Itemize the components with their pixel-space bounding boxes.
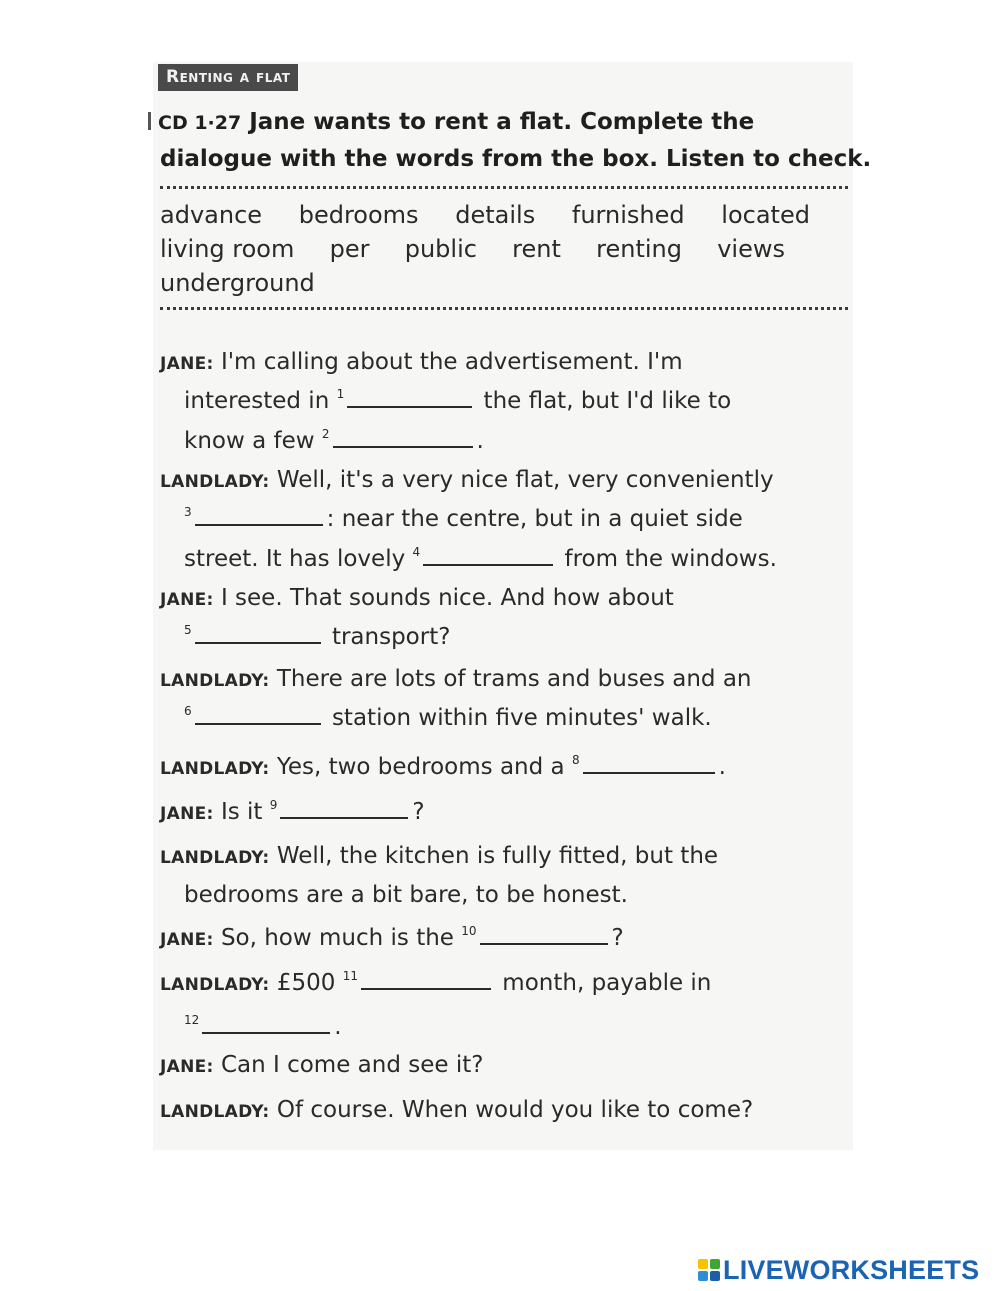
answer-gap-9[interactable] [280, 799, 408, 819]
dialogue-turn-5 [160, 749, 850, 789]
gap-number: 1 [336, 387, 345, 401]
speaker-label: JANE: [160, 590, 214, 610]
dialogue-text: So, how much is the [220, 925, 454, 951]
dialogue-turn-11 [160, 1092, 850, 1131]
cd-track-label: CD 1·27 [158, 112, 242, 134]
gap-number: 8 [571, 753, 580, 767]
dialogue-text: street. It has lovely [184, 546, 406, 572]
dialogue-text: I see. That sounds nice. And how about [220, 585, 674, 611]
dialogue-text: interested in [184, 388, 330, 414]
speaker-label: JANE: [160, 930, 214, 950]
speaker-label: JANE: [160, 1057, 214, 1077]
speaker-label: JANE: [160, 354, 214, 374]
dialogue-text: Is it [220, 799, 263, 825]
speaker-label: LANDLADY: [160, 671, 270, 691]
answer-gap-4[interactable] [423, 546, 553, 566]
answer-gap-8[interactable] [583, 754, 715, 774]
dialogue-turn-3 [160, 580, 850, 659]
answer-gap-11[interactable] [361, 970, 491, 990]
word-box-item: living room [160, 235, 295, 263]
word-box-item: furnished [571, 201, 685, 229]
dialogue-text: from the windows. [564, 546, 777, 572]
word-box-item: located [721, 201, 810, 229]
dialogue-turn-4 [160, 661, 850, 740]
word-box-item: advance [160, 201, 263, 229]
dialogue-text: £500 [276, 970, 336, 996]
dialogue-text: month, payable in [502, 970, 712, 996]
dialogue-turn-7 [160, 838, 850, 914]
word-box-item: bedrooms [298, 201, 419, 229]
word-box-top-divider [160, 186, 848, 189]
dialogue-text: There are lots of trams and buses and an [276, 666, 752, 692]
dialogue-text: Of course. When would you like to come? [276, 1097, 754, 1123]
gap-number: 3 [184, 505, 192, 519]
speaker-label: JANE: [160, 804, 214, 824]
dialogue-text: ? [611, 925, 624, 951]
dialogue-text: ? [412, 799, 425, 825]
dialogue-text: Well, the kitchen is fully fitted, but the [276, 843, 719, 869]
word-box-item: rent [512, 235, 561, 263]
dialogue-turn-9 [160, 965, 850, 1049]
dialogue-text: Can I come and see it? [220, 1052, 484, 1078]
speaker-label: LANDLADY: [160, 848, 270, 868]
dialogue-text: Well, it's a very nice flat, very conveniently [276, 467, 774, 493]
dialogue-text: the flat, but I'd like to [483, 388, 732, 414]
liveworksheets-logo [698, 1256, 979, 1284]
word-box-bottom-divider [160, 307, 848, 310]
dialogue-text: Yes, two bedrooms and a [276, 754, 565, 780]
word-box-item: views [717, 235, 785, 263]
answer-gap-10[interactable] [480, 925, 608, 945]
gap-number: 11 [342, 969, 358, 983]
answer-gap-6[interactable] [195, 705, 321, 725]
gap-number: 9 [269, 798, 278, 812]
dialogue-turn-6 [160, 794, 850, 834]
answer-gap-2[interactable] [333, 428, 473, 448]
audio-marker-icon [148, 112, 151, 130]
dialogue-text: : near the centre, but in a quiet side [326, 506, 743, 532]
speaker-label: LANDLADY: [160, 472, 270, 492]
dialogue-turn-10 [160, 1047, 850, 1086]
section-title: Renting a flat [158, 64, 298, 91]
speaker-label: LANDLADY: [160, 1102, 270, 1122]
gap-number: 12 [184, 1013, 200, 1027]
dialogue-text: . [476, 428, 484, 454]
gap-number: 6 [184, 704, 192, 718]
dialogue-text: know a few [184, 428, 315, 454]
dialogue-text: bedrooms are a bit bare, to be honest. [184, 882, 628, 908]
word-box [160, 198, 810, 300]
dialogue-turn-1 [160, 344, 850, 463]
dialogue-text: . [334, 1014, 342, 1040]
answer-gap-5[interactable] [195, 624, 321, 644]
word-box-item: details [455, 201, 536, 229]
logo-text: LIVEWORKSHEETS [723, 1254, 980, 1285]
instruction-line-1: Jane wants to rent a flat. Complete the [249, 109, 755, 135]
gap-number: 5 [184, 623, 192, 637]
dialogue-turn-8 [160, 920, 850, 960]
dialogue-text: . [718, 754, 726, 780]
word-box-item: public [404, 235, 477, 263]
dialogue-text: station within five minutes' walk. [331, 705, 712, 731]
gap-number: 10 [461, 924, 477, 938]
dialogue-text: transport? [331, 624, 451, 650]
liveworksheets-logo-icon [698, 1259, 720, 1281]
word-box-item: renting [596, 235, 682, 263]
dialogue-turn-2 [160, 462, 850, 581]
speaker-label: LANDLADY: [160, 975, 270, 995]
answer-gap-1[interactable] [347, 388, 472, 408]
speaker-label: LANDLADY: [160, 759, 270, 779]
gap-number: 4 [412, 545, 421, 559]
word-box-item: underground [160, 269, 315, 297]
gap-number: 2 [321, 427, 330, 441]
answer-gap-12[interactable] [202, 1014, 330, 1034]
word-box-item: per [329, 235, 370, 263]
instruction-line-2: dialogue with the words from the box. Listen to check. [160, 146, 872, 172]
answer-gap-3[interactable] [195, 506, 323, 526]
dialogue-text: I'm calling about the advertisement. I'm [220, 349, 683, 375]
instruction [148, 104, 872, 177]
